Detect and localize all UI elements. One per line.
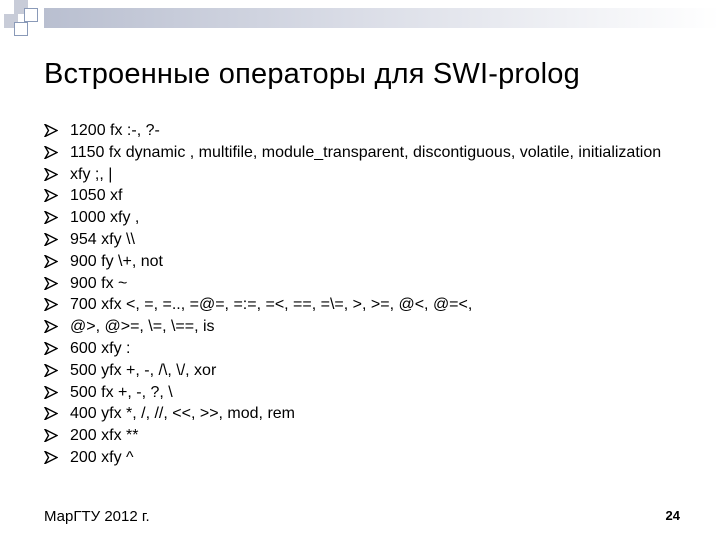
list-item-text: 500 yfx +, -, /\, \/, xor — [70, 361, 217, 379]
list-item-text: xfy ;, | — [70, 165, 113, 183]
decor-square-2 — [24, 8, 38, 22]
list-item — [44, 360, 684, 382]
list-item-text: 900 fy \+, not — [70, 252, 163, 270]
arrowhead-bullet-icon — [44, 207, 58, 224]
list-item — [44, 142, 684, 164]
arrowhead-bullet-icon — [44, 403, 58, 420]
list-item-text: 1200 fx :-, ?- — [70, 122, 160, 139]
arrowhead-bullet-icon — [44, 360, 58, 377]
arrowhead-bullet-icon — [44, 447, 58, 464]
list-item — [44, 164, 684, 186]
arrowhead-bullet-icon — [44, 229, 58, 246]
list-item-text: 954 xfy \\ — [70, 230, 135, 248]
list-item-text: 1050 xf — [70, 187, 123, 205]
list-item — [44, 447, 684, 469]
list-item-text: 200 xfx ** — [70, 427, 139, 445]
list-item — [44, 229, 684, 251]
arrowhead-bullet-icon — [44, 316, 58, 333]
list-item — [44, 185, 684, 207]
list-item — [44, 294, 684, 316]
list-item-text: 1000 xfy , — [70, 209, 140, 227]
list-item-text: 900 fx ~ — [70, 274, 128, 292]
footer-institution: МарГТУ 2012 г. — [44, 508, 150, 525]
list-item — [44, 382, 684, 404]
list-item-text: @>, @>=, \=, \==, is — [70, 318, 215, 336]
list-item — [44, 120, 684, 142]
arrowhead-bullet-icon — [44, 273, 58, 290]
decor-square-4 — [14, 22, 28, 36]
list-item — [44, 425, 684, 447]
arrowhead-bullet-icon — [44, 120, 58, 137]
arrowhead-bullet-icon — [44, 382, 58, 399]
list-item-text: 600 xfy : — [70, 339, 131, 357]
page-number: 24 — [665, 508, 680, 523]
page-title: Встроенные операторы для SWI-prolog — [44, 58, 580, 90]
list-item-text: 200 xfy ^ — [70, 448, 134, 466]
list-item-text: 1150 fx dynamic , multifile, module_transparent, discontiguous, volatile, initialization — [70, 143, 662, 161]
list-item-text: 700 xfx <, =, =.., =@=, =:=, =<, ==, =\=, >, >=, @<, @=<, — [70, 296, 473, 314]
list-item — [44, 207, 684, 229]
arrowhead-bullet-icon — [44, 338, 58, 355]
arrowhead-bullet-icon — [44, 164, 58, 181]
list-item — [44, 273, 684, 295]
list-item — [44, 403, 684, 425]
operator-list — [44, 120, 684, 469]
header-gradient-band — [44, 8, 720, 28]
list-item — [44, 338, 684, 360]
arrowhead-bullet-icon — [44, 251, 58, 268]
list-item — [44, 316, 684, 338]
arrowhead-bullet-icon — [44, 185, 58, 202]
list-item — [44, 251, 684, 273]
arrowhead-bullet-icon — [44, 425, 58, 442]
arrowhead-bullet-icon — [44, 142, 58, 159]
list-item-text: 500 fx +, -, ?, \ — [70, 383, 173, 401]
list-item-text: 400 yfx *, /, //, <<, >>, mod, rem — [70, 405, 295, 423]
arrowhead-bullet-icon — [44, 294, 58, 311]
